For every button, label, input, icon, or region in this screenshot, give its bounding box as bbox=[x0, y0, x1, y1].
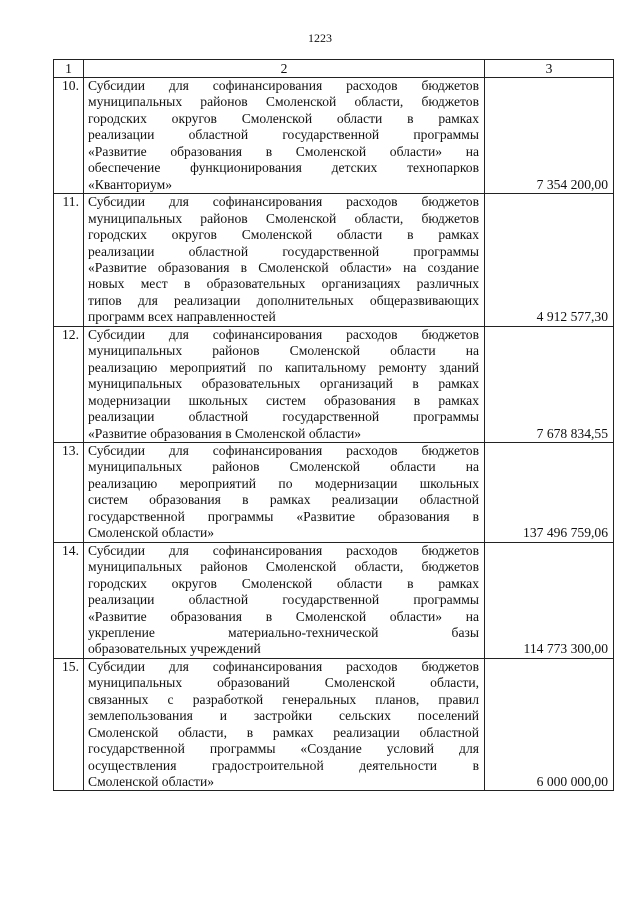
description-line: образовательных учреждений bbox=[88, 641, 261, 657]
description-line: обеспечение функционирования детских технопарков bbox=[88, 160, 479, 176]
description-line: Смоленской области» bbox=[88, 525, 215, 541]
description-line: «Развитие образования в Смоленской области» на создание bbox=[88, 259, 479, 275]
description-line: государственной программы «Создание условий для bbox=[88, 741, 479, 757]
table-row bbox=[54, 442, 614, 542]
description-line: реализации областной государственной программы bbox=[88, 592, 479, 608]
row-amount: 7 354 200,00 bbox=[485, 78, 614, 194]
budget-table bbox=[53, 59, 614, 791]
page-number: 1223 bbox=[308, 31, 332, 45]
description-line: реализации областной государственной программы bbox=[88, 127, 479, 143]
header-col-2: 2 bbox=[84, 60, 485, 78]
description-line: реализации областной государственной программы bbox=[88, 243, 479, 259]
description-line: Субсидии для софинансирования расходов бюджетов bbox=[88, 542, 479, 558]
description-line: осуществления градостроительной деятельности в bbox=[88, 757, 479, 773]
description-line: Субсидии для софинансирования расходов бюджетов bbox=[88, 78, 479, 93]
row-number: 14. bbox=[54, 542, 84, 658]
description-line: реализации областной государственной программы bbox=[88, 409, 479, 425]
row-number: 11. bbox=[54, 194, 84, 327]
row-description bbox=[84, 542, 485, 658]
description-line: модернизации школьных систем образования в рамках bbox=[88, 392, 479, 408]
table-row bbox=[54, 78, 614, 194]
row-amount: 6 000 000,00 bbox=[485, 658, 614, 791]
description-line: «Развитие образования в Смоленской области» на bbox=[88, 143, 479, 159]
table-header-row bbox=[54, 60, 614, 78]
description-line: реализацию мероприятий по капитальному ремонту зданий bbox=[88, 359, 479, 375]
description-line: Субсидии для софинансирования расходов бюджетов bbox=[88, 194, 479, 210]
description-line: городских округов Смоленской области в рамках bbox=[88, 575, 479, 591]
description-line: систем образования в рамках реализации областной bbox=[88, 492, 479, 508]
description-line: Субсидии для софинансирования расходов бюджетов bbox=[88, 442, 479, 458]
description-line: реализацию мероприятий по модернизации школьных bbox=[88, 475, 479, 491]
description-line: городских округов Смоленской области в рамках bbox=[88, 227, 479, 243]
description-line: типов для реализации дополнительных общеразвивающих bbox=[88, 292, 479, 308]
table-row bbox=[54, 194, 614, 327]
row-amount: 7 678 834,55 bbox=[485, 326, 614, 442]
description-line: Смоленской области, в рамках реализации областной bbox=[88, 724, 479, 740]
row-number: 13. bbox=[54, 442, 84, 542]
description-line: новых мест в образовательных организациях различных bbox=[88, 276, 479, 292]
row-amount: 4 912 577,30 bbox=[485, 194, 614, 327]
description-line: Субсидии для софинансирования расходов бюджетов bbox=[88, 326, 479, 342]
description-line: муниципальных районов Смоленской области, бюджетов bbox=[88, 210, 479, 226]
row-number: 15. bbox=[54, 658, 84, 791]
description-line: укрепление материально-технической базы bbox=[88, 624, 479, 640]
description-line: «Кванториум» bbox=[88, 176, 173, 192]
description-line: «Развитие образования в Смоленской области» на bbox=[88, 608, 479, 624]
row-amount: 114 773 300,00 bbox=[485, 542, 614, 658]
description-line: Смоленской области» bbox=[88, 774, 215, 790]
row-description bbox=[84, 442, 485, 542]
description-line: Субсидии для софинансирования расходов бюджетов bbox=[88, 658, 479, 674]
row-number: 10. bbox=[54, 78, 84, 194]
description-line: муниципальных районов Смоленской области, бюджетов bbox=[88, 94, 479, 110]
row-description bbox=[84, 658, 485, 791]
header-col-1: 1 bbox=[54, 60, 84, 78]
description-line: муниципальных районов Смоленской области на bbox=[88, 343, 479, 359]
description-line: землепользования и застройки сельских поселений bbox=[88, 708, 479, 724]
description-line: муниципальных районов Смоленской области на bbox=[88, 459, 479, 475]
row-description bbox=[84, 326, 485, 442]
row-description bbox=[84, 78, 485, 194]
row-amount: 137 496 759,06 bbox=[485, 442, 614, 542]
description-line: муниципальных образований Смоленской области, bbox=[88, 675, 479, 691]
description-line: городских округов Смоленской области в рамках bbox=[88, 110, 479, 126]
description-line: программ всех направленностей bbox=[88, 309, 276, 325]
table-row bbox=[54, 658, 614, 791]
row-description bbox=[84, 194, 485, 327]
header-col-3: 3 bbox=[485, 60, 614, 78]
description-line: «Развитие образования в Смоленской области» bbox=[88, 425, 362, 441]
description-line: муниципальных образовательных организаций в рамках bbox=[88, 376, 479, 392]
description-line: государственной программы «Развитие образования в bbox=[88, 508, 479, 524]
table-row bbox=[54, 542, 614, 658]
description-line: связанных с разработкой генеральных планов, правил bbox=[88, 691, 479, 707]
row-number: 12. bbox=[54, 326, 84, 442]
description-line: муниципальных районов Смоленской области, бюджетов bbox=[88, 559, 479, 575]
table-row bbox=[54, 326, 614, 442]
